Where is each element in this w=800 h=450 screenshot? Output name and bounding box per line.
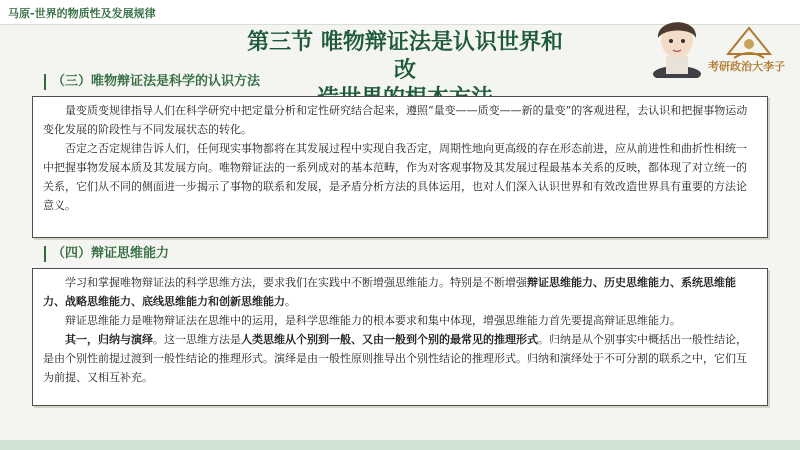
section-4-heading [44, 242, 169, 262]
section-4-paragraph-3 [43, 330, 757, 387]
section-4-box [32, 268, 768, 406]
title-line-1: 第三节 唯物辩证法是认识世界和改 [247, 29, 563, 83]
section-4-paragraph-1 [43, 273, 757, 311]
heading-bar [44, 246, 46, 262]
bottom-stripe [0, 440, 800, 450]
avatar [646, 8, 708, 78]
s4-p3-plain-1: 。这一思维方法是 [153, 333, 241, 346]
course-label: 马原-世界的物质性及发展规律 [8, 7, 156, 20]
brand-text: 考研政治大李子 [708, 60, 785, 73]
section-4-heading-text: （四）辩证思维能力 [52, 246, 170, 261]
section-3-box [32, 96, 768, 238]
heading-bar [44, 74, 46, 90]
section-3-paragraph-2: 否定之否定规律告诉人们，任何现实事物都将在其发展过程中实现自我否定，周期性地向更高级的存在形态前进，应从前进性和曲折性相统一中把握事物发展本质及其发展方向。唯物辩证法的一系列成对的基本范畴，作为对客观事物及其发展过程最基本关系的反映，都体现了对立统一的关系，它们从不同的侧面进一步揭示了事物的联系和发展，是矛盾分析方法的具体运用，也对人们深入认识世界和有效改造世界具有重要的方法论意义。 [43, 142, 747, 212]
s4-p1-plain: 学习和掌握唯物辩证法的科学思维方法，要求我们在实践中不断增强思维能力。特别是不断增强 [65, 276, 527, 289]
section-3-heading-text: （三）唯物辩证法是科学的认识方法 [52, 74, 261, 89]
s4-p3-bold-1: 其一，归纳与演绎 [65, 333, 153, 346]
s4-p3-bold-2: 人类思维从个别到一般、又由一般到个别的最常见的推理形式 [241, 333, 538, 346]
section-3-paragraph-1: 量变质变规律指导人们在科学研究中把定量分析和定性研究结合起来，遵照“量变——质变——新的量变”的客观进程，去认识和把握事物运动变化发展的阶段性与不同发展状态的转化。 [43, 104, 748, 136]
s4-p1-end: 。 [285, 295, 296, 308]
section-4-paragraph-2: 辩证思维能力是唯物辩证法在思维中的运用，是科学思维能力的根本要求和集中体现，增强思维能力首先要提高辩证思维能力。 [65, 314, 681, 327]
section-3-heading [44, 70, 260, 90]
s4-p1-bold: 辩证思维能力、历史思维能力、系统思维能力、战略思维能力、底线思维能力和创新思维能力 [43, 276, 736, 308]
s4-p3-plain-2: 。归纳是从个别事实中概括出一般性结论，是由个别性前提过渡到一般性结论的推理形式。演绎是由一般性原则推导出个别性结论的推理形式。归纳和演绎处于不可分割的联系之中，它们互为前提、又相互补充。 [43, 333, 747, 384]
